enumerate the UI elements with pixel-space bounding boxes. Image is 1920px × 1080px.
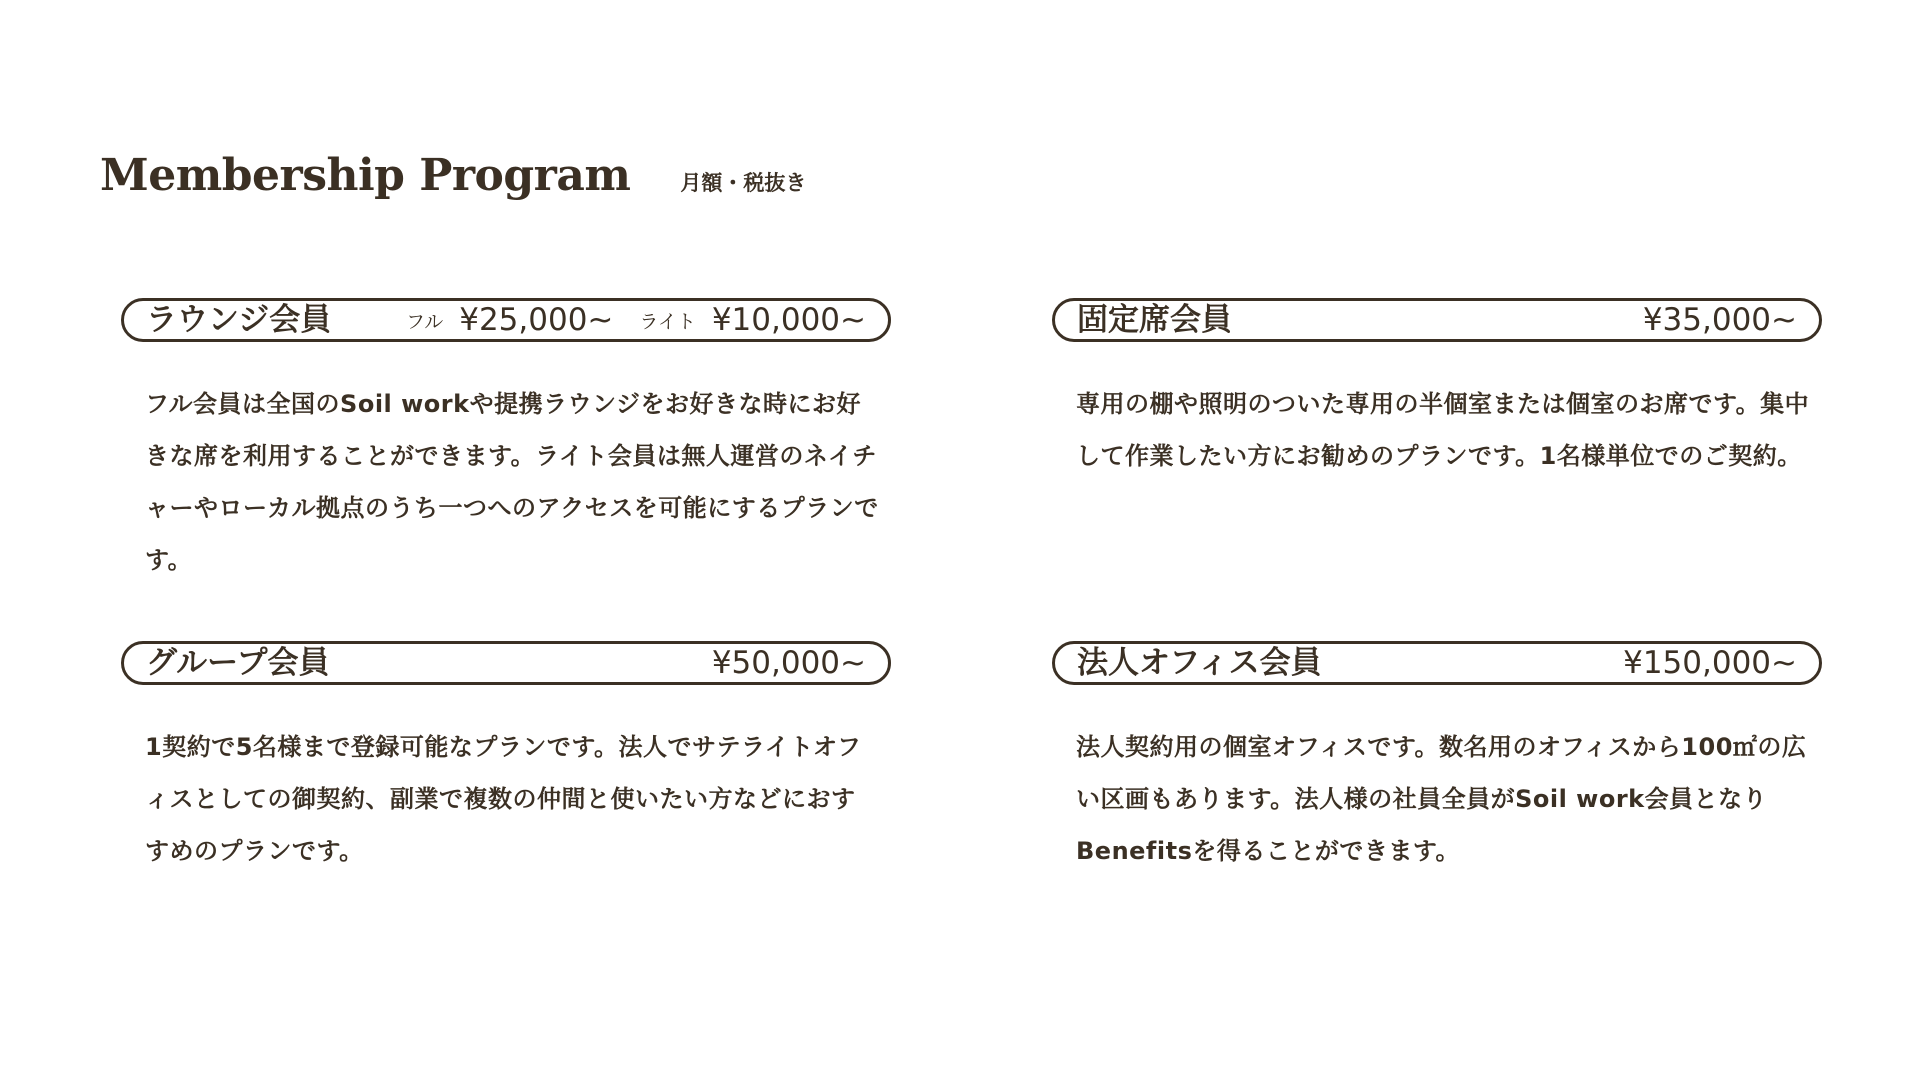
plan-name: ラウンジ会員 — [146, 301, 332, 338]
plan-header — [121, 298, 891, 342]
price-group — [711, 644, 866, 681]
price-group — [405, 301, 866, 338]
price-item — [1642, 301, 1797, 338]
price-value: ¥150,000~ — [1623, 644, 1797, 681]
price-item-full — [405, 301, 614, 338]
plan-header — [121, 641, 891, 685]
plan-name: 固定席会員 — [1077, 301, 1232, 338]
plan-header — [1052, 298, 1822, 342]
price-value: ¥50,000~ — [711, 644, 866, 681]
price-value: ¥35,000~ — [1642, 301, 1797, 338]
price-label: フル — [405, 310, 444, 333]
price-item — [1623, 644, 1797, 681]
price-group — [1642, 301, 1797, 338]
plan-description: 専用の棚や照明のついた専用の半個室または個室のお席です。集中して作業したい方にお勧めのプランです。1名様単位でのご契約。 — [1076, 390, 1810, 470]
pricing-note: 月額・税抜き — [680, 171, 807, 195]
price-item — [711, 644, 866, 681]
plan-name: グループ会員 — [146, 644, 330, 681]
plan-name: 法人オフィス会員 — [1077, 644, 1322, 681]
plan-description: 1契約で5名様まで登録可能なプランです。法人でサテライトオフィスとしての御契約、副業で複数の仲間と使いたい方などにおすすめのプランです。 — [145, 733, 862, 865]
plan-header — [1052, 641, 1822, 685]
price-label: ライト — [639, 310, 696, 333]
page-header — [100, 150, 806, 201]
price-value: ¥25,000~ — [459, 301, 614, 338]
plan-card-fixed-seat — [1052, 298, 1822, 482]
plan-card-corporate-office — [1052, 641, 1822, 877]
plan-card-lounge — [121, 298, 891, 586]
price-value: ¥10,000~ — [711, 301, 866, 338]
plan-description: フル会員は全国のSoil workや提携ラウンジをお好きな時にお好きな席を利用することができます。ライト会員は無人運営のネイチャーやローカル拠点のうち一つへのアクセスを可能にするプランです。 — [145, 390, 879, 574]
price-item-light — [639, 301, 866, 338]
page-title: Membership Program — [100, 150, 631, 201]
plan-description: 法人契約用の個室オフィスです。数名用のオフィスから100㎡の広い区画もあります。法人様の社員全員がSoil work会員となりBenefitsを得ることができます。 — [1076, 733, 1807, 865]
plan-card-group — [121, 641, 891, 877]
price-group — [1623, 644, 1797, 681]
